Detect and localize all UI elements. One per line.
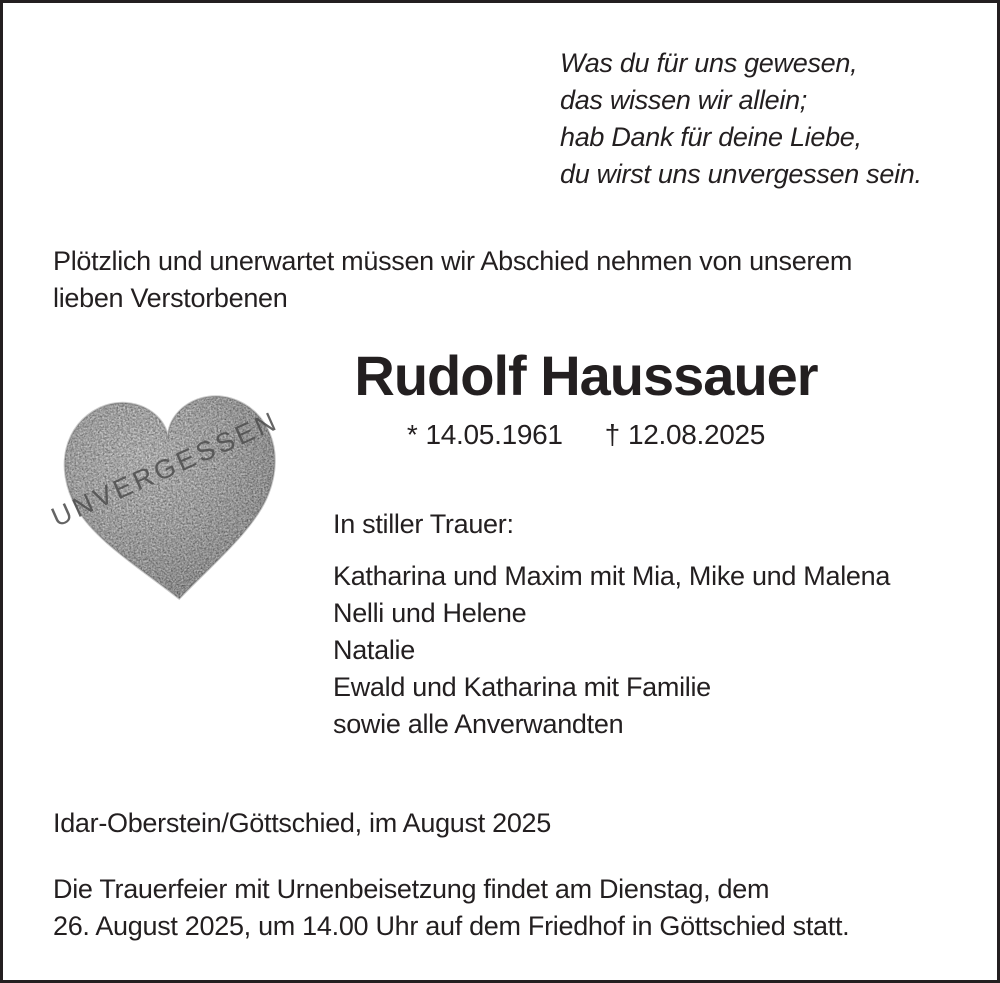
mourner-line-2: Nelli und Helene	[333, 598, 527, 628]
deceased-block	[321, 346, 851, 451]
intro-line-1: Plötzlich und unerwartet müssen wir Abschied nehmen von unserem	[53, 246, 853, 276]
ceremony-line-2: 26. August 2025, um 14.00 Uhr auf dem Friedhof in Göttschied statt.	[53, 911, 850, 941]
stone-heart-image	[39, 373, 305, 619]
poem-line-2: das wissen wir allein;	[560, 85, 807, 115]
stone-heart-graphic	[39, 373, 305, 619]
poem-line-4: du wirst uns unvergessen sein.	[560, 159, 922, 189]
birth-date-value: 14.05.1961	[425, 419, 563, 450]
birth-date	[407, 419, 563, 451]
mourner-line-3: Natalie	[333, 635, 415, 665]
birth-star-symbol: *	[406, 419, 418, 450]
poem-line-3: hab Dank für deine Liebe,	[560, 122, 862, 152]
mourning-block	[333, 506, 890, 743]
mourner-line-4: Ewald und Katharina mit Familie	[333, 672, 711, 702]
heart-engraving-text: UNVERGESSEN	[46, 405, 284, 533]
mourning-heading: In stiller Trauer:	[333, 509, 514, 539]
death-cross-symbol: †	[604, 419, 620, 450]
poem-line-1: Was du für uns gewesen,	[560, 48, 858, 78]
mourner-line-1: Katharina und Maxim mit Mia, Mike und Malena	[333, 561, 891, 591]
intro-line-2: lieben Verstorbenen	[53, 283, 288, 313]
deceased-name: Rudolf Haussauer	[354, 344, 818, 407]
intro-paragraph	[53, 243, 852, 317]
memorial-poem	[560, 45, 922, 193]
life-dates	[321, 419, 851, 451]
ceremony-line-1: Die Trauerfeier mit Urnenbeisetzung findet am Dienstag, dem	[53, 874, 770, 904]
ceremony-info	[53, 871, 849, 945]
place-date-line: Idar-Oberstein/Göttschied, im August 2025	[53, 808, 551, 838]
death-date-value: 12.08.2025	[627, 419, 766, 450]
mourner-line-5: sowie alle Anverwandten	[333, 709, 624, 739]
death-date	[605, 419, 765, 451]
